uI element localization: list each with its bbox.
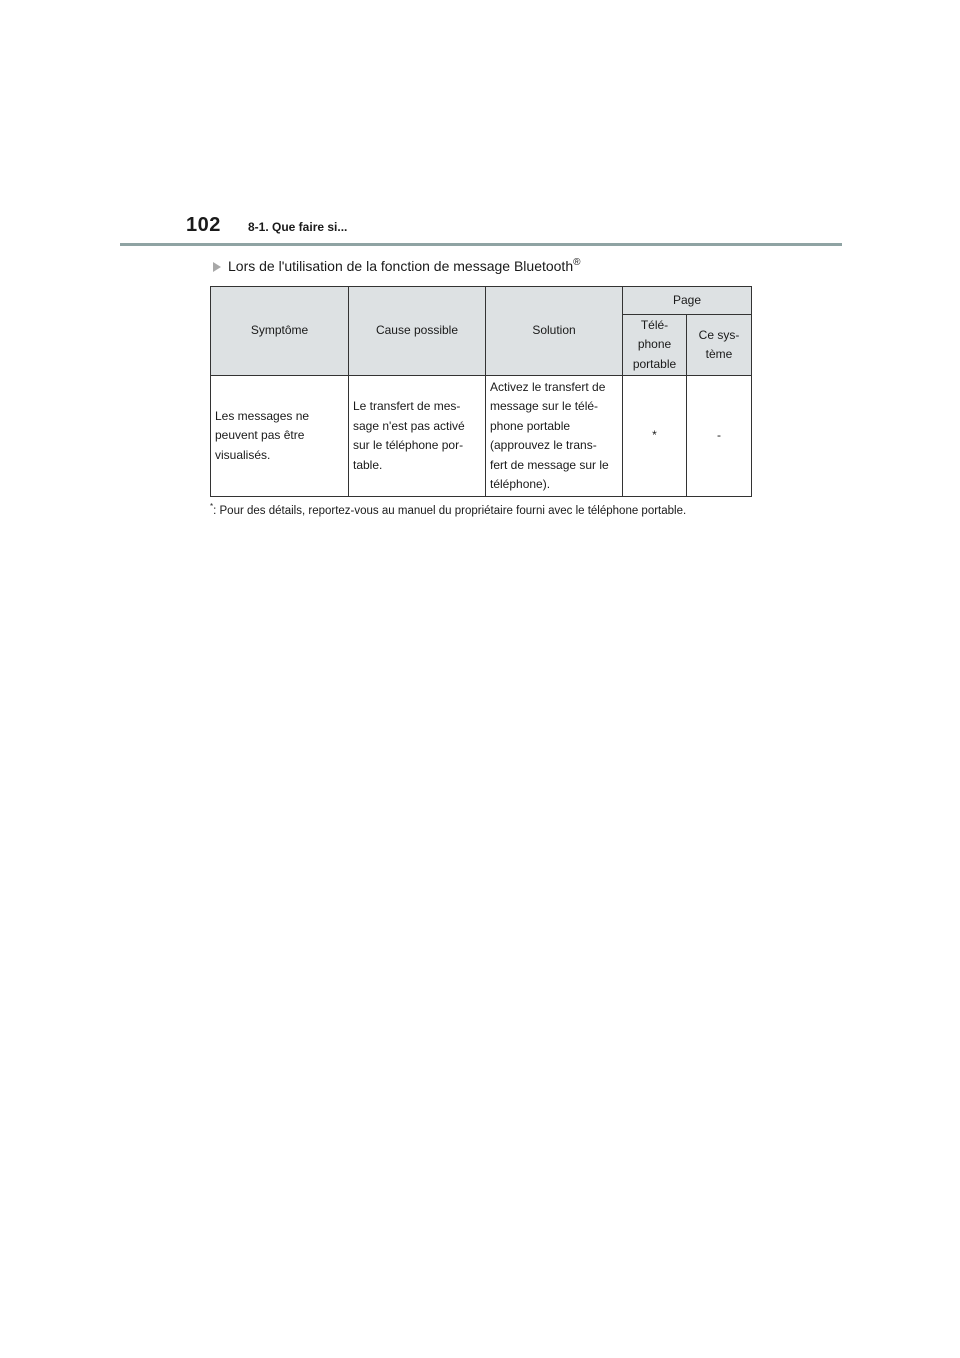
triangle-bullet-icon xyxy=(213,262,221,272)
subsection-title: Lors de l'utilisation de la fonction de message Bluetooth® xyxy=(228,257,581,274)
header-page: Page xyxy=(623,287,752,315)
subsection-heading xyxy=(213,258,581,274)
page-number: 102 xyxy=(186,214,221,236)
header-cause: Cause possible xyxy=(349,287,486,376)
header-divider xyxy=(120,243,842,246)
cell-phone-page: * xyxy=(623,376,687,497)
cell-cause: Le transfert de mes- sage n'est pas activé sur le téléphone por- table. xyxy=(349,376,486,497)
header-phone-page: Télé- phone portable xyxy=(623,315,687,376)
cell-system-page: - xyxy=(687,376,752,497)
section-title: 8-1. Que faire si... xyxy=(248,220,348,234)
header-solution: Solution xyxy=(486,287,623,376)
footnote xyxy=(210,502,770,517)
cell-solution: Activez le transfert de message sur le télé- phone portable (approuvez le trans- fert de message sur le téléphone). xyxy=(486,376,623,497)
troubleshooting-table xyxy=(210,286,752,497)
registered-mark: ® xyxy=(573,257,581,268)
footnote-text: : Pour des détails, reportez-vous au manuel du propriétaire fourni avec le téléphone portable. xyxy=(213,505,687,517)
footnote-marker: * xyxy=(210,502,214,511)
header-system-page: Ce sys- tème xyxy=(687,315,752,376)
table-row xyxy=(211,376,752,497)
header-symptom: Symptôme xyxy=(211,287,349,376)
cell-symptom: Les messages ne peuvent pas être visualisés. xyxy=(211,376,349,497)
